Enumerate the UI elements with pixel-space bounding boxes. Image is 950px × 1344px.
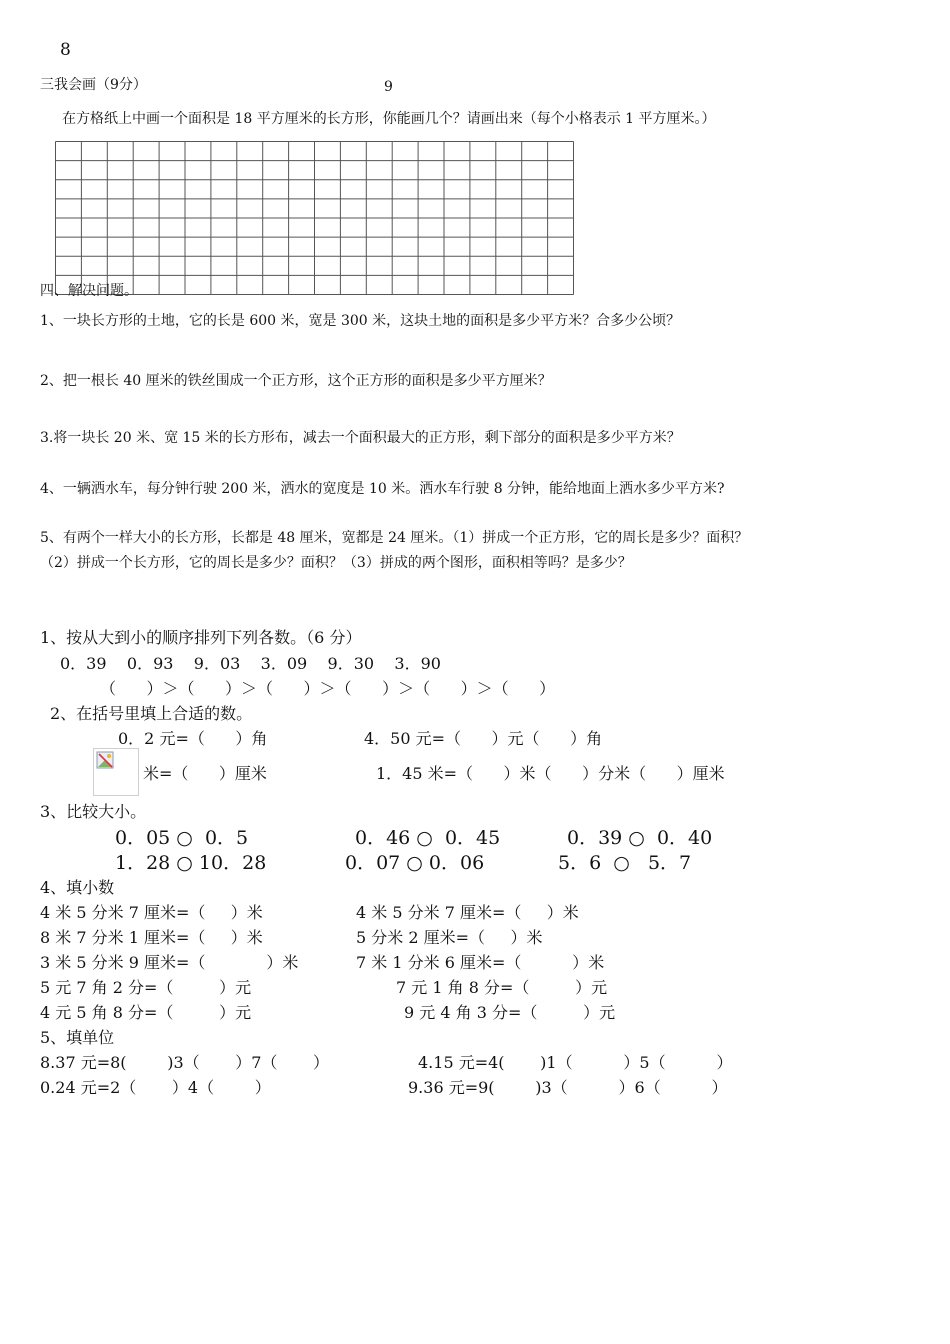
problem-5-line1: 5、有两个一样大小的长方形，长都是 48 厘米，宽都是 24 厘米。（1）拼成一个正方形，它的周长是多少？面积？ — [40, 530, 749, 546]
exercise2-row2-left: 米=（ ）厘米 — [143, 764, 267, 783]
exercise5-title: 5、填单位 — [40, 1028, 115, 1047]
exercise2-row1-right: 4．50 元=（ ）元（ ）角 — [364, 729, 603, 748]
compare-1c: 0．39 ○ 0．40 — [567, 827, 713, 849]
fill-decimal-5a: 4 元 5 角 8 分=（ ）元 — [40, 1003, 252, 1022]
fill-unit-2b: 9.36 元=9( )3（ ）6（ ） — [408, 1078, 728, 1097]
fill-decimal-1b: 4 米 5 分米 7 厘米=（ ）米 — [356, 903, 579, 922]
fill-decimal-2b: 5 分米 2 厘米=（ ）米 — [356, 928, 543, 947]
compare-1b: 0．46 ○ 0．45 — [355, 827, 501, 849]
exercise1-numbers: 0．39 0．93 9．03 3．09 9．30 3．90 — [60, 654, 441, 673]
section3-title: 三我会画（9分） — [40, 77, 147, 93]
section3-prompt: 在方格纸上中画一个面积是 18 平方厘米的长方形，你能画几个？请画出来（每个小格表示 1 平方厘米。） — [62, 111, 716, 127]
fill-decimal-2a: 8 米 7 分米 1 厘米=（ ）米 — [40, 928, 263, 947]
fill-decimal-3b: 7 米 1 分米 6 厘米=（ ）米 — [356, 953, 605, 972]
exercise1-blanks: （ ）＞（ ）＞（ ）＞（ ）＞（ ）＞（ ） — [100, 679, 556, 698]
compare-2b: 0．07 ○ 0．06 — [345, 852, 485, 874]
fill-unit-1a: 8.37 元=8( )3（ ）7（ ） — [40, 1053, 330, 1072]
problem-3: 3.将一块长 20 米、宽 15 米的长方形布，减去一个面积最大的正方形，剩下部分的面积是多少平方米？ — [40, 430, 681, 446]
fill-unit-2a: 0.24 元=2（ ）4（ ） — [40, 1078, 271, 1097]
exercise3-title: 3、比较大小。 — [40, 802, 147, 821]
problem-5-line2: （2）拼成一个长方形，它的周长是多少？面积？（3）拼成的两个图形，面积相等吗？是多少？ — [40, 555, 632, 571]
section4-title: 四、解决问题。 — [40, 283, 138, 299]
fill-decimal-1a: 4 米 5 分米 7 厘米=（ ）米 — [40, 903, 263, 922]
broken-image-icon — [93, 748, 139, 796]
page-number-top: 8 — [60, 40, 71, 60]
exercise1-title: 1、按从大到小的顺序排列下列各数。（6 分） — [40, 628, 362, 647]
problem-2: 2、把一根长 40 厘米的铁丝围成一个正方形，这个正方形的面积是多少平方厘米？ — [40, 373, 552, 389]
exercise2-title: 2、在括号里填上合适的数。 — [50, 704, 253, 723]
exercise2-row2-right: 1．45 米=（ ）米（ ）分米（ ）厘米 — [376, 764, 725, 783]
compare-2c: 5．6 ○ 5．7 — [558, 852, 692, 874]
fill-unit-1b: 4.15 元=4( )1（ ）5（ ） — [418, 1053, 733, 1072]
square-grid — [55, 141, 574, 295]
compare-2a: 1．28 ○ 10．28 — [115, 852, 267, 874]
fill-decimal-4b: 7 元 1 角 8 分=（ ）元 — [396, 978, 608, 997]
fill-decimal-5b: 9 元 4 角 3 分=（ ）元 — [404, 1003, 616, 1022]
compare-1a: 0．05 ○ 0．5 — [115, 827, 249, 849]
fill-decimal-4a: 5 元 7 角 2 分=（ ）元 — [40, 978, 252, 997]
exercise4-title: 4、填小数 — [40, 878, 115, 897]
problem-4: 4、一辆洒水车，每分钟行驶 200 米，洒水的宽度是 10 米。洒水车行驶 8 分钟，能给地面上洒水多少平方米? — [40, 481, 725, 497]
fill-decimal-3a: 3 米 5 分米 9 厘米=（ ）米 — [40, 953, 299, 972]
page-number-mid: 9 — [384, 79, 393, 95]
problem-1: 1、一块长方形的土地，它的长是 600 米，宽是 300 米，这块土地的面积是多少平方米？合多少公顷？ — [40, 313, 681, 329]
exercise2-row1-left: 0．2 元=（ ）角 — [118, 729, 268, 748]
